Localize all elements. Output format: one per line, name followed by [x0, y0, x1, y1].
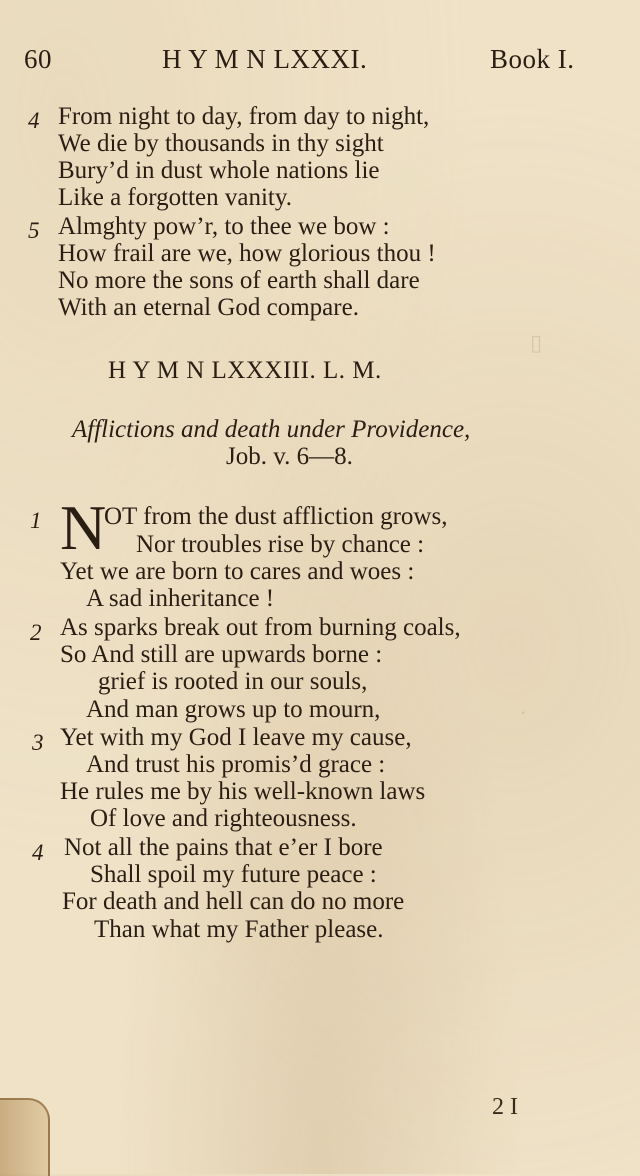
page-number: 60	[24, 44, 52, 74]
catchword: 2 I	[492, 1094, 518, 1120]
verse-line: So And still are upwards borne :	[60, 641, 383, 668]
verse-line: With an eternal God compare.	[58, 294, 359, 321]
show-through-decoration: ▯	[530, 330, 543, 355]
hymn-title: H Y M N LXXXIII. L. M.	[108, 357, 382, 384]
verse-line: Yet we are born to cares and woes :	[60, 558, 415, 585]
verse-line: We die by thousands in thy sight	[58, 130, 384, 157]
verse-line: Yet with my God I leave my cause,	[60, 724, 412, 751]
book-label: Book I.	[490, 44, 575, 74]
verse-line: From night to day, from day to night,	[58, 103, 430, 130]
verse-line: For death and hell can do no more	[62, 888, 405, 915]
verse-line: No more the sons of earth shall dare	[58, 267, 420, 294]
verse-line: And trust his promis’d grace :	[86, 751, 386, 778]
verse-line: Of love and righteousness.	[90, 805, 357, 832]
stanza-number: 5	[28, 218, 40, 243]
hymn-subtitle: Afflictions and death under Providence,	[72, 416, 471, 443]
running-title: H Y M N LXXXI.	[162, 44, 368, 74]
verse-line: Than what my Father please.	[94, 916, 384, 943]
verse-line: As sparks break out from burning coals,	[60, 614, 461, 641]
stanza-number: 2	[30, 620, 42, 645]
stanza-number: 1	[30, 508, 42, 533]
stanza-number: 4	[32, 840, 44, 865]
verse-line: Bury’d in dust whole nations lie	[58, 157, 380, 184]
verse-line: Like a forgotten vanity.	[58, 184, 292, 211]
verse-line: He rules me by his well-known laws	[60, 778, 426, 805]
show-through-decoration: ·	[520, 700, 526, 725]
verse-line: Nor troubles rise by chance :	[136, 531, 425, 558]
drop-cap: N	[60, 492, 107, 563]
verse-line: A sad inheritance !	[86, 585, 275, 612]
paper-stain-decoration	[0, 1098, 50, 1176]
verse-line: How frail are we, how glorious thou !	[58, 240, 436, 267]
verse-line: Almghty pow’r, to thee we bow :	[58, 213, 390, 240]
stanza-number: 4	[28, 108, 40, 133]
verse-line: And man grows up to mourn,	[86, 696, 381, 723]
verse-line: Not all the pains that e’er I bore	[64, 834, 383, 861]
verse-line: OT from the dust affliction grows,	[104, 503, 448, 530]
scripture-reference: Job. v. 6—8.	[226, 443, 353, 470]
stanza-number: 3	[32, 730, 44, 755]
verse-line: Shall spoil my future peace :	[90, 861, 377, 888]
verse-line: grief is rooted in our souls,	[98, 668, 368, 695]
